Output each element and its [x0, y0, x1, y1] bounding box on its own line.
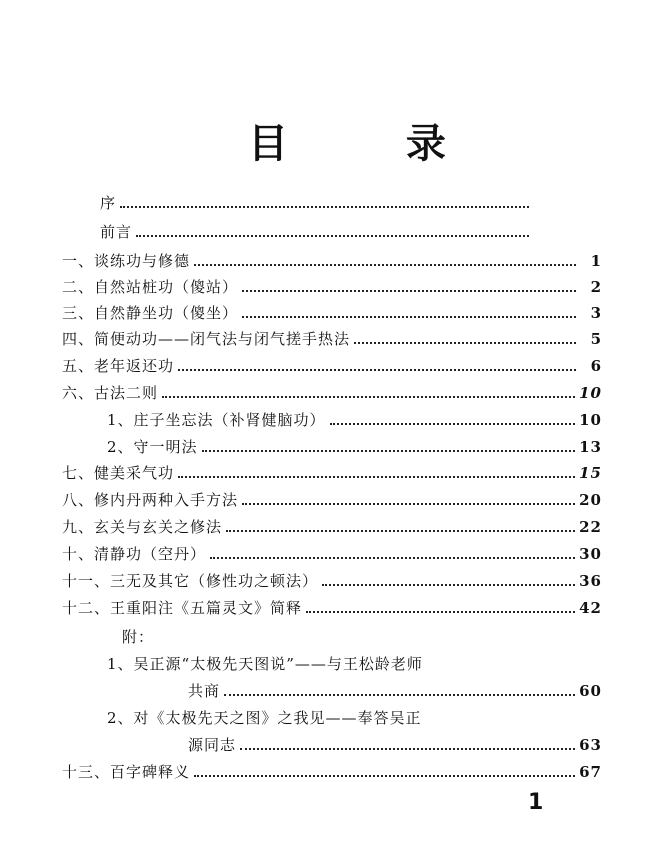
appendix-entry-line: 1、吴正源“太极先天图说”——与王松龄老师: [107, 655, 423, 673]
toc-entry: [62, 382, 602, 403]
leader-dots: [306, 611, 575, 613]
leader-dots: [242, 503, 575, 505]
toc-entry-page: 10: [579, 384, 602, 402]
leader-dots: [240, 748, 575, 750]
leader-dots: [226, 530, 575, 532]
leader-dots: [178, 476, 575, 478]
toc-entry: [62, 543, 602, 564]
toc-entry-page: 15: [579, 464, 602, 482]
page-title: 目 录: [248, 121, 498, 167]
toc-entry-page: 22: [579, 518, 602, 536]
leader-dots: [178, 369, 576, 371]
toc-entry-page: 6: [590, 357, 602, 375]
toc-entry: [62, 355, 602, 376]
toc-entry-label: 五、老年返还功: [62, 357, 175, 375]
toc-entry-label: 七、健美采气功: [62, 464, 175, 482]
toc-entry-page: 10: [579, 411, 602, 429]
leader-dots: [194, 264, 576, 266]
appendix-entry-page: 60: [579, 682, 602, 700]
leader-dots: [322, 584, 575, 586]
page-number: 1: [528, 790, 544, 815]
toc-entry-label: 八、修内丹两种入手方法: [62, 491, 239, 509]
appendix-entry-page: 63: [579, 736, 602, 754]
toc-entry-label: 一、谈练功与修德: [62, 252, 191, 270]
toc-entry: [62, 597, 602, 618]
toc-entry-page: 13: [579, 438, 602, 456]
appendix-heading: 附：: [122, 628, 155, 646]
leader-dots: [210, 557, 575, 559]
toc-entry-page: 5: [590, 330, 602, 348]
toc-entry: [107, 409, 602, 430]
leader-dots: [136, 235, 529, 237]
toc-entry-label: 四、简便动功——闭气法与闭气搓手热法: [62, 330, 351, 348]
toc-entry-label: 2、守一明法: [107, 438, 198, 456]
toc-entry: [62, 276, 602, 297]
toc-entry-page: 42: [579, 599, 602, 617]
leader-dots: [194, 775, 575, 777]
toc-entry: [100, 221, 555, 242]
leader-dots: [242, 316, 576, 318]
toc-entry-page: 30: [579, 545, 602, 563]
leader-dots: [120, 206, 529, 208]
appendix-entry: [188, 680, 602, 701]
leader-dots: [354, 342, 576, 344]
toc-entry-page: 36: [579, 572, 602, 590]
leader-dots: [224, 694, 575, 696]
toc-entry-page: 67: [579, 763, 602, 781]
toc-entry-label: 前言: [100, 223, 133, 241]
toc-entry: [62, 250, 602, 271]
toc-entry-label: 1、庄子坐忘法（补肾健脑功）: [107, 411, 326, 429]
toc-entry-label: 序: [100, 194, 117, 212]
toc-entry: [62, 761, 602, 782]
toc-entry: [62, 328, 602, 349]
appendix-entry-label: 共商: [188, 682, 221, 700]
toc-entry-page: 2: [590, 278, 602, 296]
leader-dots: [162, 396, 575, 398]
toc-entry-page: 3: [590, 304, 602, 322]
leader-dots: [242, 290, 576, 292]
appendix-entry-line: 2、对《太极先天之图》之我见——奉答吴正: [107, 709, 422, 727]
toc-entry: [62, 462, 602, 483]
toc-entry: [62, 516, 602, 537]
toc-entry-page: 1: [590, 252, 602, 270]
toc-entry: [62, 302, 602, 323]
appendix-entry: [188, 734, 602, 755]
toc-entry-label: 十二、王重阳注《五篇灵文》简释: [62, 599, 303, 617]
toc-entry-label: 二、自然站桩功（傻站）: [62, 278, 239, 296]
toc-entry-label: 十三、百字碑释义: [62, 763, 191, 781]
toc-entry-label: 三、自然静坐功（傻坐）: [62, 304, 239, 322]
leader-dots: [202, 450, 576, 452]
leader-dots: [330, 423, 576, 425]
toc-entry-label: 十一、三无及其它（修性功之顿法）: [62, 572, 319, 590]
toc-entry: [107, 436, 602, 457]
toc-entry: [62, 489, 602, 510]
toc-entry-label: 十、清静功（空丹）: [62, 545, 207, 563]
appendix-entry-label: 源同志: [188, 736, 237, 754]
toc-entry: [100, 192, 555, 213]
toc-entry-page: 20: [579, 491, 602, 509]
toc-entry: [62, 570, 602, 591]
toc-entry-label: 六、古法二则: [62, 384, 159, 402]
toc-entry-label: 九、玄关与玄关之修法: [62, 518, 223, 536]
